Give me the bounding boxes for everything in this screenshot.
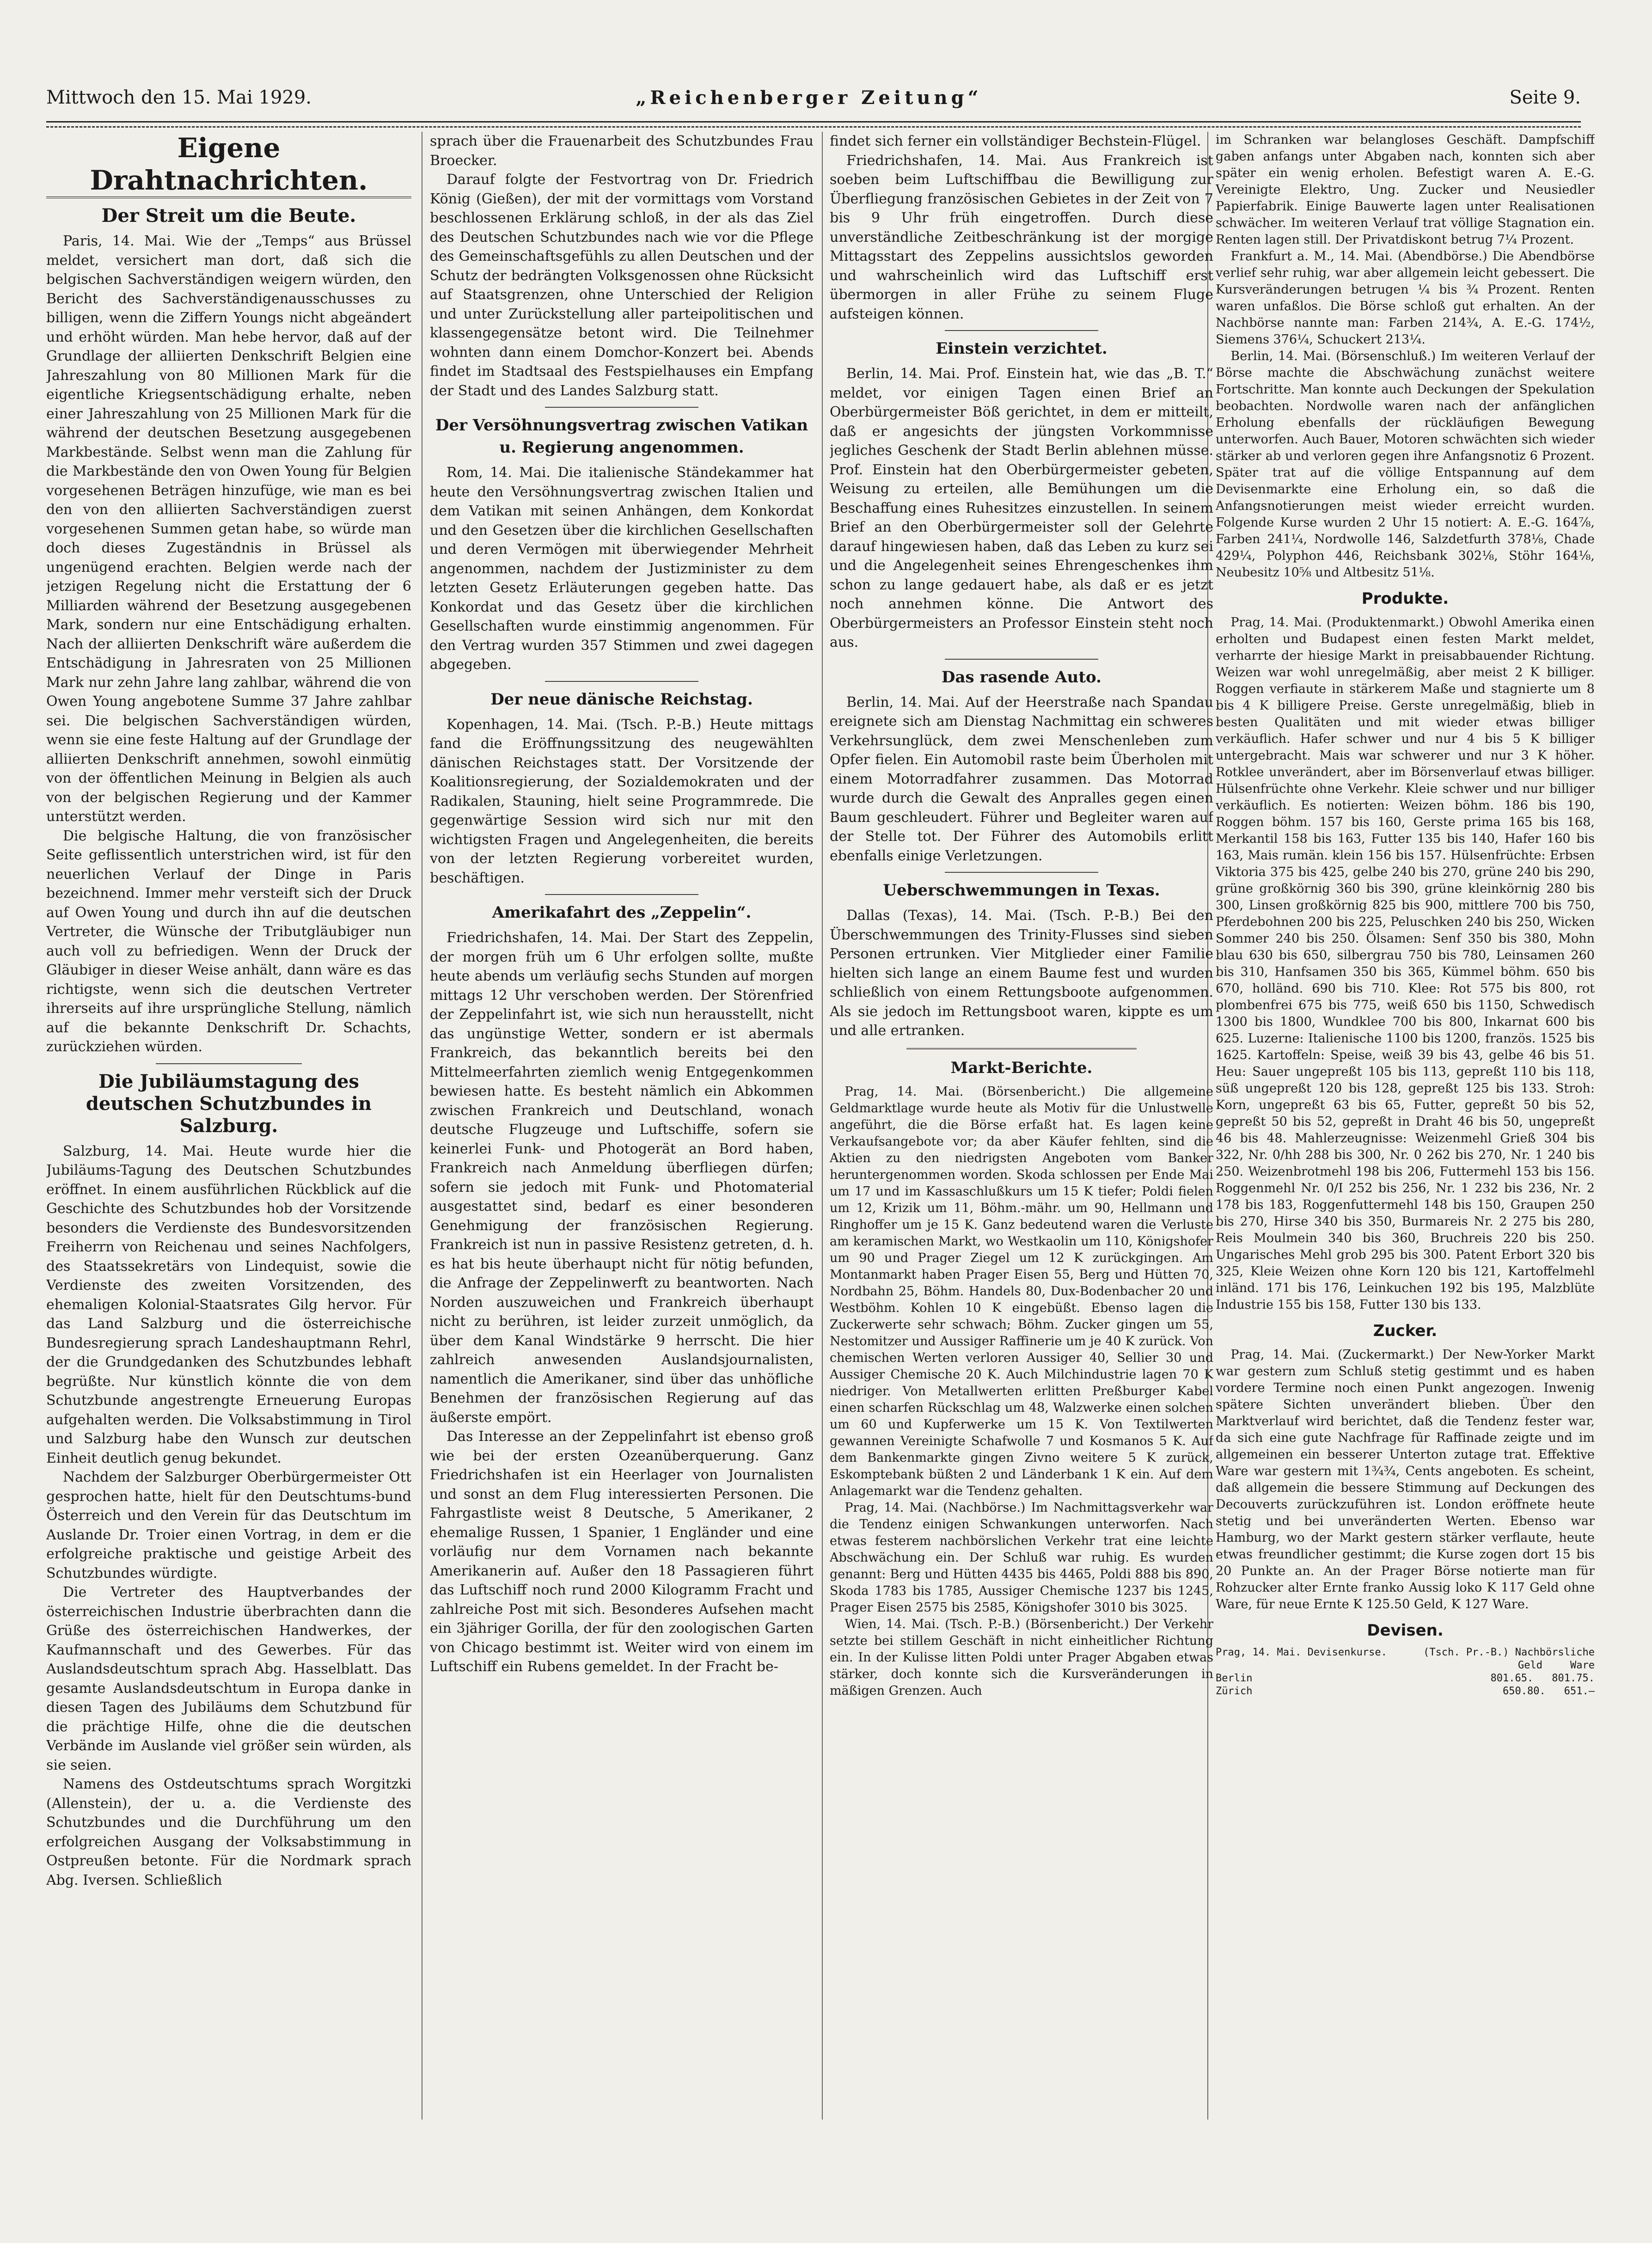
article-paragraph: Nachdem der Salzburger Oberbürgermeister Ott gesprochen hatte, hielt für den Deutschtums-bund Österreich und den Verein für das Deutschtum im Auslande Dr. Troier einen Vortrag, in dem er die erfolgreiche praktische und geistige Arbeit des Schutzbundes würdigte.: [46, 1469, 411, 1581]
article-paragraph: Darauf folgte der Festvortrag von Dr. Friedrich König (Gießen), der mit der vormittags vom Vorstand beschlossenen Erklärung schloß, in der als das Ziel des Deutschen Schutzbundes nach wie vor die Pflege des Gemeinschaftsgefühls zu allen Deutschen und der Schutz der bedrängten Volksgenossen ohne Rücksicht auf Staatsgrenzen, ohne Unterschied der Religion und unter Zurückstellung aller parteipolitischen und klassengegensätze betont wird. Die Teilnehmer wohnten dann einem Domchor-Konzert bei. Abends findet im Stadtsaal des Festspielhauses ein Empfang der Stadt und des Landes Salzburg statt.: [430, 172, 814, 399]
page-number: Seite 9.: [1509, 87, 1581, 108]
article-paragraph: Namens des Ostdeutschtums sprach Worgitzki (Allenstein), der u. a. die Verdienste des Schutzbundes und die Durchführung um den erfolgreichen Ausgang der Volksabstimmung in Ostpreußen betonte. Für die Nordmark sprach Abg. Iversen. Schließlich: [46, 1776, 411, 1888]
article-title: Amerikafahrt des „Zeppelin“.: [492, 903, 752, 922]
article-paragraph: Salzburg, 14. Mai. Heute wurde hier die Jubiläums-Tagung des Deutschen Schutzbundes eröffnet. In einem ausführlichen Rückblick auf die Geschichte des Schutzbundes hob der Vorsitzende besonders die Verdienste des Bundesvorsitzenden Freiherrn von Reichenau und seines Nachfolgers, des Staatssekretärs von Lindequist, sowie die Verdienste des zweiten Vorsitzenden, des ehemaligen Kolonial-Staatsrates Gilg hervor. Für das Land Salzburg und die österreichische Bundesregierung sprach Landeshauptmann Rehrl, der die Grundgedanken des Schutzbundes lebhaft begrüßte. Nur künstlich könnte die von dem Schutzbunde angestrengte Erneuerung Europas aufgehalten werden. Die Volksabstimmung in Tirol und Salzburg habe den Wunsch zur deutschen Einheit deutlich genug bekundet.: [46, 1143, 411, 1466]
article-paragraph: Dallas (Texas), 14. Mai. (Tsch. P.-B.) Bei den Überschwemmungen des Trinity-Flusses sind sieben Personen ertrunken. Vier Mitglieder einer Familie hielten sich lange an einem Baume fest und wurden schließlich von einem Rettungsboote aufgenommen. Als sie jedoch im Rettungsboot waren, kippte es um und alle ertranken.: [830, 907, 1213, 1039]
issue-date: Mittwoch den 15. Mai 1929.: [46, 87, 312, 108]
market-subsection-title: Zucker.: [1373, 1322, 1438, 1340]
currency-name: Berlin: [1216, 1673, 1253, 1684]
article-title: Ueberschwemmungen in Texas.: [883, 881, 1160, 900]
separator: [156, 1063, 302, 1064]
currency-values: [1503, 1685, 1595, 1698]
paper-title: „Reichenberger Zeitung“: [636, 87, 982, 109]
market-subsection-title: Devisen.: [1367, 1621, 1444, 1640]
market-subsection-title: Produkte.: [1361, 589, 1449, 608]
article-title: Der Streit um die Beute.: [101, 205, 356, 227]
masthead: [46, 83, 1581, 116]
article-paragraph: Das Interesse an der Zeppelinfahrt ist ebenso groß wie bei der ersten Ozeanüberquerung. Ganz Friedrichshafen ist ein Heerlager von Journalisten und sonst an dem Flug interessierten Personen. Die Fahrgastliste weist 8 Deutsche, 5 Amerikaner, 2 ehemalige Russen, 1 Spanier, 1 Engländer und eine vorläufig nur dem Vornamen nach bekannte Amerikanerin auf. Außer den 18 Passagieren führt das Luftschiff noch rund 2000 Kilogramm Fracht und zahlreiche Post mit sich. Besonderes Aufsehen macht ein 3jähriger Gorilla, der für den zoologischen Garten von Chicago bestimmt ist. Weiter wird von einem im Luftschiff ein Rubens gemeldet. In der Fracht be-: [430, 1428, 814, 1675]
column-3: [830, 132, 1213, 2198]
article-title: Der neue dänische Reichstag.: [490, 690, 753, 709]
article-paragraph: Prag, 14. Mai. (Produktenmarkt.) Obwohl Amerika einen erholten und Budapest einen festen Markt meldet, verharrte der hiesige Markt in preisabbauender Richtung. Weizen war wohl unregelmäßig, aber meist 2 K billiger. Roggen verfiaute in stärkerem Maße und stagnierte um 8 bis 4 K billigere Preise. Gerste unregelmäßig, blieb in besten Qualitäten und mit wieder etwas billiger verkäuflich. Hafer schwer und nur 4 bis 5 K billiger untergebracht. Mais war schwerer und nur 3 K höher. Rotklee unverändert, aber im Börsenverlauf etwas billiger. Hülsenfrüchte ohne Verkehr. Kleie schwer und nur billiger verkäuflich. Es notierten: Weizen böhm. 186 bis 190, Roggen böhm. 157 bis 160, Gerste prima 165 bis 168, Merkantil 158 bis 163, Futter 135 bis 140, Hafer 160 bis 163, Mais rumän. klein 156 bis 157. Hülsenfrüchte: Erbsen Viktoria 375 bis 425, gelbe 240 bis 270, grüne 240 bis 290, grüne großkörnig 360 bis 390, grüne kleinkörnig 280 bis 300, Linsen großkörnig 825 bis 900, mittlere 700 bis 750, Pferdebohnen 200 bis 225, Peluschken 240 bis 250, Wicken Sommer 240 bis 250. Ölsamen: Senf 350 bis 380, Mohn blau 630 bis 650, silbergrau 750 bis 780, Leinsamen 260 bis 310, Hanfsamen 350 bis 365, Kümmel böhm. 650 bis 670, holländ. 690 bis 710. Klee: Rot 575 bis 800, rot plombenfrei 675 bis 775, weiß 650 bis 1150, Schwedisch 1300 bis 1800, Wundklee 700 bis 800, Inkarnat 600 bis 625. Luzerne: Italienische 1100 bis 1200, französ. 1525 bis 1625. Kartoffeln: Speise, weiß 39 bis 43, gelbe 46 bis 51. Heu: Sauer ungepreßt 105 bis 113, gepreßt 110 bis 118, süß ungepreßt 120 bis 128, gepreßt 125 bis 133. Stroh: Korn, ungepreßt 63 bis 65, Futter, gepreßt 50 bis 52, gepreßt 50 bis 52, gepreßt in Draht 46 bis 50, ungepreßt 46 bis 48. Mahlerzeugnisse: Weizenmehl Grieß 304 bis 322, Nr. 0/hh 288 bis 300, Nr. 0 262 bis 270, Nr. 1 240 bis 250. Weizenbrotmehl 198 bis 206, Futtermehl 153 bis 156. Roggenmehl Nr. 0/I 252 bis 256, Nr. 1 232 bis 236, Nr. 2 178 bis 183, Roggenfuttermehl 148 bis 150, Graupen 250 bis 270, Hirse 340 bis 350, Burmareis Nr. 2 275 bis 280, Reis Moulmein 340 bis 360, Bruchreis 220 bis 250. Ungarisches Mehl grob 295 bis 300. Patent Erbort 320 bis 325, Kleie Weizen ohne Korn 120 bis 121, Kartoffelmehl inländ. 171 bis 176, Leinkuchen 192 bis 195, Malzblüte Industrie 155 bis 158, Futter 130 bis 133.: [1216, 615, 1595, 1312]
currency-geld: 650.80.: [1503, 1685, 1546, 1697]
masthead-rule: [46, 121, 1581, 128]
article-title: Einstein verzichtet.: [936, 339, 1107, 358]
table-row: [1216, 1672, 1595, 1685]
column-header: Ware: [1570, 1660, 1595, 1671]
separator: [945, 330, 1098, 331]
separator: [545, 407, 698, 408]
separator: [945, 659, 1098, 660]
separator: [545, 681, 698, 682]
article-paragraph: Prag, 14. Mai. (Börsenbericht.) Die allgemeine Geldmarktlage wurde heute als Motiv für die Unlustwelle angeführt, die die Börse erfaßt hat. Es lagen keine Verkaufsangebote vor; da aber Käufer fehlten, sind die Aktien zu den niedrigsten Angeboten vom Banker heruntergenommen worden. Skoda schlossen per Ende Mai um 17 und im Kassaschlußkurs um 15 K tiefer; Poldi fielen um 12, Krizik um 11, Böhm.-mähr. um 90, Hellmann und Ringhoffer um je 15 K. Ganz bedeutend waren die Verluste am keramischen Markt, wo Westkaolin um 110, Königshofer um 90 und Prager Ziegel um 12 K zurückgingen. Am Montanmarkt haben Prager Eisen 55, Berg und Hütten 70, Nordbahn 25, Böhm. Handels 80, Dux-Bodenbacher 20 und Westböhm. Kohlen 10 K eingebüßt. Ebenso lagen die Zuckerwerte sehr schwach; Böhm. Zucker gingen um 55, Nestomitzer und Aussiger Raffinerie um je 40 K zurück. Von chemischen Werten verloren Aussiger 40, Sellier 30 und Aussiger Chemische 20 K. Auch Milchindustrie lagen 70 K niedriger. Von Metallwerten erlitten Preßburger Kabel einen scharfen Rückschlag um 48, Walzwerke einen solchen um 60 und Kupferwerke um 15 K. Von Textilwerten gewannen Vereinigte Schafwolle 7 und Kosmanos 5 K. Auf dem Bankenmarkte gingen Zivno weitere 5 K zurück, Eskomptebank büßten 2 und Länderbank 1 K ein. Auf dem Anlagemarkt war die Tendenz gehalten.: [830, 1084, 1213, 1498]
table-column-headers: [1216, 1659, 1595, 1672]
currency-geld: 801.65.: [1490, 1673, 1534, 1684]
article-paragraph: sprach über die Frauenarbeit des Schutzbundes Frau Broecker.: [430, 133, 814, 169]
article-paragraph: findet sich ferner ein vollständiger Bechstein-Flügel.: [830, 133, 1201, 149]
article-paragraph: Rom, 14. Mai. Die italienische Ständekammer hat heute den Versöhnungsvertrag zwischen Italien und dem Vatikan mit seinen Anhängen, dem Konkordat und den Gesetzen über die kirchlichen Gesellschaften und deren Vermögen mit überwiegender Mehrheit angenommen, nachdem der Justizminister zu dem letzten Gesetz Erläuterungen gegeben hatte. Das Konkordat und das Gesetz über die kirchlichen Gesellschaften wurde einstimmig angenommen. Für den Vertrag wurden 357 Stimmen und zwei dagegen abgegeben.: [430, 465, 814, 673]
article-title: Die Jubiläumstagung des deutschen Schutzbundes in Salzburg.: [86, 1070, 372, 1137]
table-header-left: Prag, 14. Mai. Devisenkurse.: [1216, 1647, 1387, 1658]
column-4: [1216, 132, 1595, 2198]
article-paragraph: Die belgische Haltung, die von französischer Seite geflissentlich unterstrichen wird, ist für den neuerlichen Verlauf der Dinge in Paris bezeichnend. Immer mehr versteift sich der Druck auf Owen Young und durch ihn auf die deutschen Vertreter, die Wünsche der Tributgläubiger nun auch voll zu befriedigen. Wenn der Druck der Gläubiger in dieser Weise anhält, dann wäre es das richtigste, wenn sich die deutschen Vertreter ihrerseits auf ihre ursprüngliche Stellung, nämlich auf die bekannte Denkschrift Dr. Schachts, zurückziehen würden.: [46, 827, 411, 1055]
table-header: [1216, 1646, 1595, 1659]
column-2: [430, 132, 814, 2198]
article-paragraph: Frankfurt a. M., 14. Mai. (Abendbörse.) Die Abendbörse verlief sehr ruhig, war aber allgemein leicht gebessert. Die Kursveränderungen betrugen ¼ bis ¾ Prozent. Renten waren unfaßlos. Die Börse schloß gut erhalten. An der Nachbörse nannte man: Farben 214¾, A. E.-G. 174½, Siemens 376¼, Schuckert 213¼.: [1216, 249, 1595, 347]
currency-table: [1216, 1646, 1595, 1698]
article-paragraph: Berlin, 14. Mai. Auf der Heerstraße nach Spandau ereignete sich am Dienstag Nachmittag ein schweres Verkehrsunglück, dem zwei Menschenleben zum Opfer fielen. Ein Automobil raste beim Überholen mit einem Motorradfahrer zusammen. Das Motorrad wurde durch die Gewalt des Anpralles gegen einen Baum geschleudert. Führer und Begleiter waren auf der Stelle tot. Der Führer des Automobils erlitt ebenfalls einige Verletzungen.: [830, 694, 1213, 864]
separator: [945, 872, 1098, 873]
separator: [545, 894, 698, 895]
currency-values: [1491, 1672, 1595, 1685]
column-divider: [822, 132, 823, 2120]
section-heading: Eigene Drahtnachrichten.: [46, 132, 411, 198]
article-paragraph: Kopenhagen, 14. Mai. (Tsch. P.-B.) Heute mittags fand die Eröffnungssitzung des neugewählten dänischen Reichstages statt. Der Vorsitzende der Koalitionsregierung, der Sozialdemokraten und der Radikalen, Stauning, hielt seine Programmrede. Die gegenwärtige Session wird sich nur mit den wichtigsten Fragen und Angelegenheiten, die bereits von der letzten Regierung vorbereitet wurden, beschäftigen.: [430, 716, 814, 886]
currency-ware: 801.75.: [1552, 1673, 1595, 1684]
column-1: [46, 132, 411, 2198]
table-header-right: (Tsch. Pr.-B.) Nachbörsliche: [1423, 1647, 1595, 1658]
currency-name: Zürich: [1216, 1685, 1253, 1697]
market-section-title: Markt-Berichte.: [950, 1058, 1093, 1077]
article-paragraph: Friedrichshafen, 14. Mai. Der Start des Zeppelin, der morgen früh um 6 Uhr erfolgen sollte, mußte heute abends um verläufig sechs Stunden auf morgen mittags 12 Uhr verschoben werden. Der Störenfried der Zeppelinfahrt ist, wie sich nun herausstellt, nicht das ungünstige Wetter, sondern er ist abermals Frankreich, das bekanntlich bereits bei den Mittelmeerfahrten ziemlich wenig Entgegenkommen bewiesen hatte. Es besteht nämlich ein Abkommen zwischen Frankreich und Deutschland, wonach deutsche Flugzeuge und Luftschiffe, sofern sie keinerlei Funk- und Photogerät an Bord haben, Frankreich nach Anmeldung überfliegen dürfen; sofern sie jedoch mit Funk- und Photomaterial ausgestattet sind, bedarf es einer besonderen Genehmigung der französischen Regierung. Frankreich ist nun in passive Resistenz getreten, d. h. es hat bis heute überhaupt nicht für nötig befunden, die Anfrage der Zeppelinwerft zu beantworten. Nach Norden auszuweichen und Frankreich überhaupt nicht zu berühren, ist leider zurzeit unmöglich, da über dem Kanal Windstärke 9 herrscht. Die hier zahlreich anwesenden Auslandsjournalisten, namentlich die Amerikaner, sind über das unhöfliche Benehmen der französischen Regierung auf das äußerste empört.: [430, 930, 814, 1426]
currency-ware: 651.—: [1564, 1685, 1595, 1697]
article-paragraph: Friedrichshafen, 14. Mai. Aus Frankreich ist soeben beim Luftschiffbau die Bewilligung zur Überfliegung französischen Gebietes in der Zeit von 7 bis 9 Uhr früh eingetroffen. Durch diese unverständliche Zeitbeschränkung ist der morgige Mittagsstart des Zeppelins aussichtslos geworden und wahrscheinlich wird das Luftschiff erst übermorgen in aller Frühe zu seinem Fluge aufsteigen können.: [830, 152, 1213, 322]
article-title: Der Versöhnungsvertrag zwischen Vatikan u. Regierung angenommen.: [435, 416, 808, 457]
separator: [906, 1048, 1137, 1049]
article-paragraph: Prag, 14. Mai. (Zuckermarkt.) Der New-Yorker Markt war gestern zum Schluß stetig gestimmt und es haben vordere Termine noch einen Punkt angezogen. Inwenig spätere Sichten unverändert blieben. Über den Marktverlauf wird berichtet, daß die Tendenz fester war, da sich eine gute Nachfrage für Raffinade zeigte und im allgemeinen ein besserer Unterton zutage trat. Effektive Ware war gestern mit 1¾¾, Cents angeboten. Es scheint, daß allgemein die bessere Stimmung auf Deckungen des Decouverts zurückzuführen ist. London eröffnete heute stetig und bei unveränderten Werten. Ebenso war Hamburg, wo der Markt gestern stärker verflaute, heute etwas freundlicher gestimmt; die Kurse zogen dort 15 bis 20 Punkte an. An der Prager Börse notierte man für Rohzucker alter Ernte franko Aussig loko K 117 Geld ohne Ware, für neue Ernte K 125.50 Geld, K 127 Ware.: [1216, 1348, 1595, 1612]
article-paragraph: Prag, 14. Mai. (Nachbörse.) Im Nachmittagsverkehr war die Tendenz einigen Schwankungen unterworfen. Nach etwas festerem nachbörslichen Verkehr trat eine leichte Abschwächung ein. Der Schluß war ruhig. Es wurden genannt: Berg und Hütten 4435 bis 4465, Poldi 888 bis 890, Skoda 1783 bis 1785, Aussiger Chemische 1237 bis 1245, Prager Eisen 2575 bis 2585, Königshofer 3010 bis 3025.: [830, 1500, 1213, 1615]
article-paragraph: Berlin, 14. Mai. Prof. Einstein hat, wie das „B. T.“ meldet, vor einigen Tagen einen Brief an Oberbürgermeister Böß gerichtet, in dem er mitteilt, daß er angesichts der jüngsten Vorkommnisse jegliches Geschenk der Stadt Berlin ablehnen müsse. Prof. Einstein hat den Oberbürgermeister gebeten, Weisung zu erteilen, alle Bemühungen um die Beschaffung eines Ruhesitzes einzustellen. In seinem Brief an den Oberbürgermeister soll der Gelehrte darauf hingewiesen haben, daß das Leben zu kurz sei und die Angelegenheit seines Ehrengeschenkes ihm schon zu lange gedauert habe, als daß er es jetzt noch annehmen könne. Die Antwort des Oberbürgermeisters an Professor Einstein steht noch aus.: [830, 366, 1213, 650]
article-paragraph: Wien, 14. Mai. (Tsch. P.-B.) (Börsenbericht.) Der Verkehr setzte bei stillem Geschäft in nicht einheitlicher Richtung ein. In der Kulisse litten Poldi unter Prager Abgaben etwas stärker, doch konnte sich die Kursveränderungen in mäßigen Grenzen. Auch: [830, 1617, 1213, 1698]
table-row: [1216, 1685, 1595, 1698]
column-header: Geld: [1518, 1660, 1543, 1671]
article-paragraph: Die Vertreter des Hauptverbandes der österreichischen Industrie überbrachten dann die Grüße des österreichischen Handwerkes, der Kaufmannschaft und des Gewerbes. Für das Auslandsdeutschtum sprach Abg. Hasselblatt. Das gesamte Auslandsdeutschtum in Europa danke in diesen Tagen des Jubiläums dem Schutzbund für die prächtige Hilfe, ohne die die deutschen Verbände im Auslande viel größer sein würden, als sie seien.: [46, 1584, 411, 1773]
article-title: Das rasende Auto.: [942, 668, 1101, 686]
article-paragraph: Berlin, 14. Mai. (Börsenschluß.) Im weiteren Verlauf der Börse machte die Abschwächung zunächst weitere Fortschritte. Man konnte auch Deckungen der Spekulation beobachten. Nordwolle waren nach der anfänglichen Erholung ebenfalls der rückläufigen Bewegung unterworfen. Auch Bauer, Motoren schwächten sich wieder stärker ab und verloren gegen ihre Anfangsnotiz 6 Prozent. Später trat auf die völlige Entspannung auf dem Devisenmarkte eine Erholung ein, so daß die Anfangsnotierungen meist wieder erreicht wurden. Folgende Kurse wurden 2 Uhr 15 notiert: A. E.-G. 164⅞, Farben 241¼, Nordwolle 146, Salzdetfurth 378⅛, Chade 429¼, Polyphon 446, Reichsbank 302⅛, Stöhr 164⅛, Neubesitz 10⅝ und Altbesitz 51⅛.: [1216, 349, 1595, 580]
article-paragraph: Paris, 14. Mai. Wie der „Temps“ aus Brüssel meldet, versichert man dort, daß sich die belgischen Sachverständigen weigern würden, den Bericht des Sachverständigenausschusses zu billigen, wenn die Ziffern Youngs nicht abgeändert und erhöht würden. Man hebe hervor, daß auf der Grundlage der alliierten Denkschrift Belgien eine Jahreszahlung von 80 Millionen Mark für die eigentliche Kriegsentschädigung erhalte, neben einer Jahreszahlung von 25 Millionen Mark für die während der deutschen Besetzung ausgegebenen Markbestände. Selbst wenn man die Zahlung für die Markbestände den von Owen Young für Belgien vorgesehenen Beträgen hinzufüge, wie man es bei den von den alliierten Sachverständigen zuerst vorgesehenen Summen getan habe, so würde man doch dieses Zugeständnis in Brüssel als ungenügend erachten. Belgien werde nach der jetzigen Regelung nicht die Erstattung der 6 Milliarden während der Besetzung ausgegebenen Mark, sondern nur eine Entschädigung erhalten. Nach der alliierten Denkschrift wäre außerdem die Entschädigung in Jahresraten von 25 Millionen Mark nur zehn Jahre lang zahlbar, während die von Owen Young angebotene Summe 37 Jahre zahlbar sei. Die belgischen Sachverständigen würden, wenn sie eine feste Haltung auf der Grundlage der alliierten Denkschrift annehmen, sowohl einmütig von der öffentlichen Meinung in Belgien als auch von der belgischen Regierung und der Kammer unterstützt werden.: [46, 233, 411, 825]
article-paragraph: im Schranken war belangloses Geschäft. Dampfschiff gaben anfangs unter Abgaben nach, konnten sich aber später ein wenig erholen. Befestigt waren A. E.-G. Vereinigte Elektro, Ung. Zucker und Neusiedler Papierfabrik. Einige Bauwerte lagen unter Realisationen schwächer. Im weiteren Verlauf trat völlige Stagnation ein. Renten lagen still. Der Privatdiskont betrug 7¼ Prozent.: [1216, 133, 1595, 247]
